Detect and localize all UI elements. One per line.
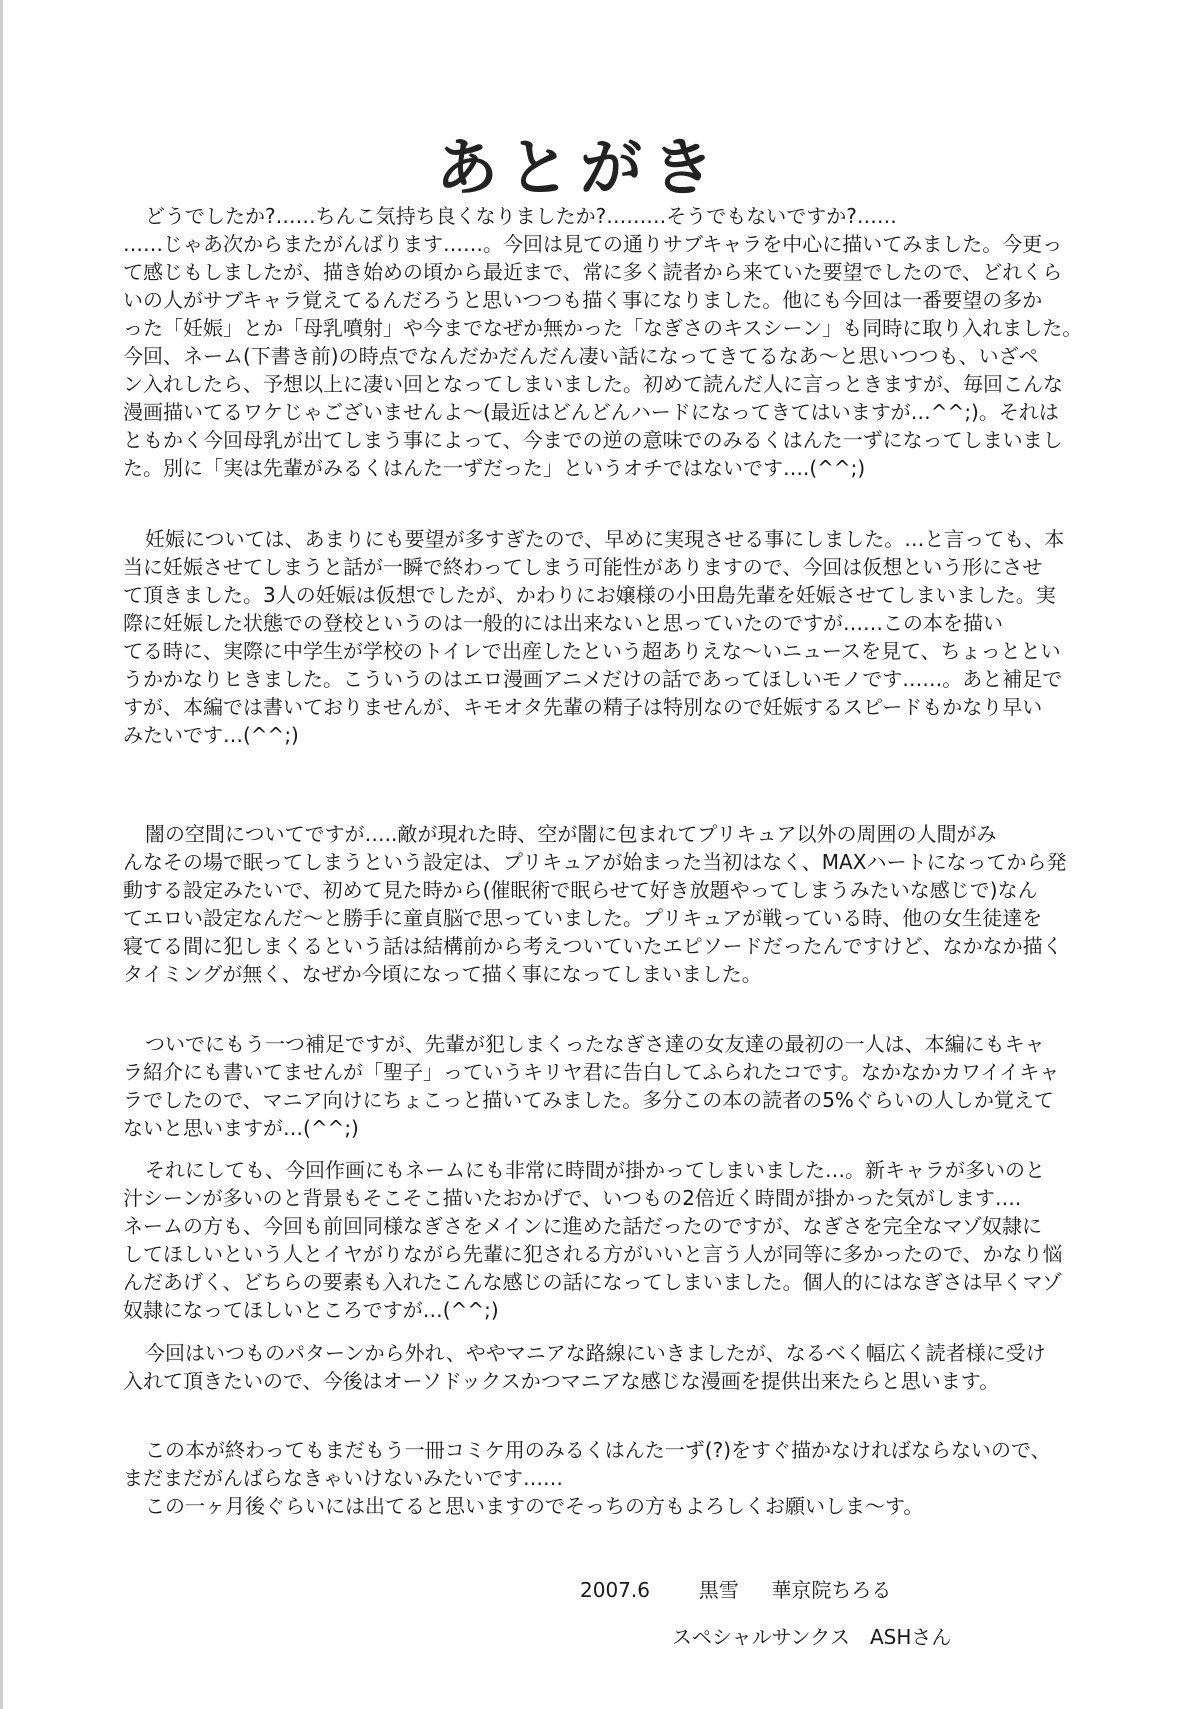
signature-date: 2007.6 (580, 1578, 650, 1602)
signature (580, 1574, 891, 1603)
text-line: 今回はいつものパターンから外れ、ややマニアな路線にいきましたが、なるべく幅広く読者様に受け (145, 1341, 1046, 1365)
text-line: すが、本編では書いておりませんが、キモオタ先輩の精子は特別なので妊娠するスピードもかなり早い (123, 695, 1043, 719)
text-line: 寝てる間に犯しまくるという話は結構前から考えついていたエピソードだったんですけど、なかなか描く (123, 934, 1063, 958)
text-line: 際に妊娠した状態での登校というのは一般的には出来ないと思っていたのですが……この本を描い (123, 611, 1003, 635)
text-line: ついでにもう一つ補足ですが、先輩が犯しまくったなぎさ達の女友達の最初の一人は、本編にもキャ (145, 1032, 1045, 1056)
paragraph (123, 1030, 1088, 1142)
text-line: 入れて頂きたいので、今後はオーソドックスかつマニアな感じな漫画を提供出来たらと思います。 (123, 1369, 1000, 1393)
text-line: った「妊娠」とか「母乳噴射」や今までなぜか無かった「なぎさのキスシーン」も同時に取り入れました。 (123, 316, 1083, 340)
text-line: 汁シーンが多いのと背景もそこそこ描いたおかげで、いつもの2倍近く時間が掛かった気がします…. (123, 1186, 1022, 1210)
text-line: ン入れしたら、予想以上に凄い回となってしまいました。初めて読んだ人に言っときますが、毎回こんな (123, 372, 1063, 396)
text-line: んだあげく、どちらの要素も入れたこんな感じの話になってしまいました。個人的にはなぎさは早くマゾ (123, 1270, 1062, 1294)
text-line: 当に妊娠させてしまうと話が一瞬で終わってしまう可能性がありますので、今回は仮想という形にさせ (123, 555, 1043, 579)
paragraph (123, 1436, 1088, 1520)
text-line: 奴隷になってほしいところですが…(^^;) (123, 1298, 499, 1322)
text-line: て頂きました。3人の妊娠は仮想でしたが、かわりにお嬢様の小田島先輩を妊娠させてしまいました。実 (123, 583, 1056, 607)
text-line: ラ紹介にも書いてませんが「聖子」っていうキリヤ君に告白してふられたコです。なかなかカワイイキャ (123, 1060, 1060, 1084)
text-line: て感じもしましたが、描き始めの頃から最近まで、常に多く読者から来ていた要望でしたので、どれくら (123, 260, 1063, 284)
text-line: 動する設定みたいで、初めて見た時から(催眠術で眠らせて好き放題やってしまうみたいな感じで)なん (123, 878, 1038, 902)
text-line: 妊娠については、あまりにも要望が多すぎたので、早めに実現させる事にしました。…と言っても、本 (145, 527, 1065, 551)
page-title: あとがき (435, 131, 724, 204)
text-line: ともかく今回母乳が出てしまう事によって、今までの逆の意味でのみるくはんた一ずになってしまいまし (123, 428, 1063, 452)
text-line: 今回、ネーム(下書き前)の時点でなんだかだんだん凄い話になってきてるなあ～と思いつつも、いざペ (123, 344, 1039, 368)
paragraph (123, 1339, 1088, 1395)
page-edge (0, 0, 3, 1709)
text-line: まだまだがんばらなきゃいけないみたいです…… (123, 1466, 563, 1490)
text-line: んなその場で眠ってしまうという設定は、プリキュアが始まった当初はなく、MAXハートになってから発 (123, 850, 1067, 874)
text-line: ネームの方も、今回も前回同様なぎさをメインに進めた話だったのですが、なぎさを完全なマゾ奴隷に (123, 1214, 1042, 1238)
text-line: この本が終わってもまだもう一冊コミケ用のみるくはんた一ず(?)をすぐ描かなければならないので、 (145, 1438, 1051, 1462)
text-line: どうでしたか?……ちんこ気持ち良くなりましたか?………そうでもないですか?…… (145, 204, 897, 228)
text-line: いの人がサブキャラ覚えてるんだろうと思いつつも描く事になりました。他にも今回は一番要望の多か (123, 288, 1043, 312)
text-line: タイミングが無く、なぜか今頃になって描く事になってしまいました。 (123, 962, 762, 986)
text-line: それにしても、今回作画にもネームにも非常に時間が掛かってしまいました…。新キャラが多いのと (145, 1158, 1045, 1182)
text-line: この一ヶ月後ぐらいには出てると思いますのでそっちの方もよろしくお願いしま～す。 (145, 1494, 924, 1518)
signature-author: 華京院ちろる (771, 1578, 892, 1602)
text-line: うかかなりヒきました。こういうのはエロ漫画アニメだけの話であってほしいモノです……。あと補足で (123, 667, 1063, 691)
special-thanks: スペシャルサンクス ASHさん (672, 1625, 952, 1649)
paragraph (123, 820, 1088, 988)
text-line: ……じゃあ次からまたがんばります……。今回は見ての通りサブキャラを中心に描いてみました。今更っ (123, 232, 1063, 256)
text-line: ラでしたので、マニア向けにちょこっと描いてみました。多分この本の読者の5%ぐらいの人しか覚えて (123, 1088, 1054, 1112)
text-line: みたいです…(^^;) (123, 723, 299, 747)
paragraph (123, 525, 1088, 749)
text-line: た。別に「実は先輩がみるくはんた一ずだった」というオチではないです….(^^;) (123, 456, 866, 480)
text-line: てエロい設定なんだ～と勝手に童貞脳で思っていました。プリキュアが戦っている時、他の女生徒達を (123, 906, 1043, 930)
text-line: 漫画描いてるワケじゃございませんよ～(最近はどんどんハードになってきてはいますが…^^;)。それは (123, 400, 1059, 424)
text-line: てる時に、実際に中学生が学校のトイレで出産したという超ありえな～いニュースを見て、ちょっととい (123, 639, 1061, 663)
text-line: ないと思いますが…(^^;) (123, 1116, 359, 1140)
text-line: 闇の空間についてですが…..敵が現れた時、空が闇に包まれてプリキュア以外の周囲の人間がみ (145, 822, 997, 846)
text-line: してほしいという人とイヤがりながら先輩に犯される方がいいと言う人が同等に多かったので、かなり悩 (123, 1242, 1063, 1266)
signature-circle: 黒雪 (698, 1578, 739, 1602)
paragraph (123, 202, 1088, 482)
paragraph (123, 1156, 1088, 1324)
